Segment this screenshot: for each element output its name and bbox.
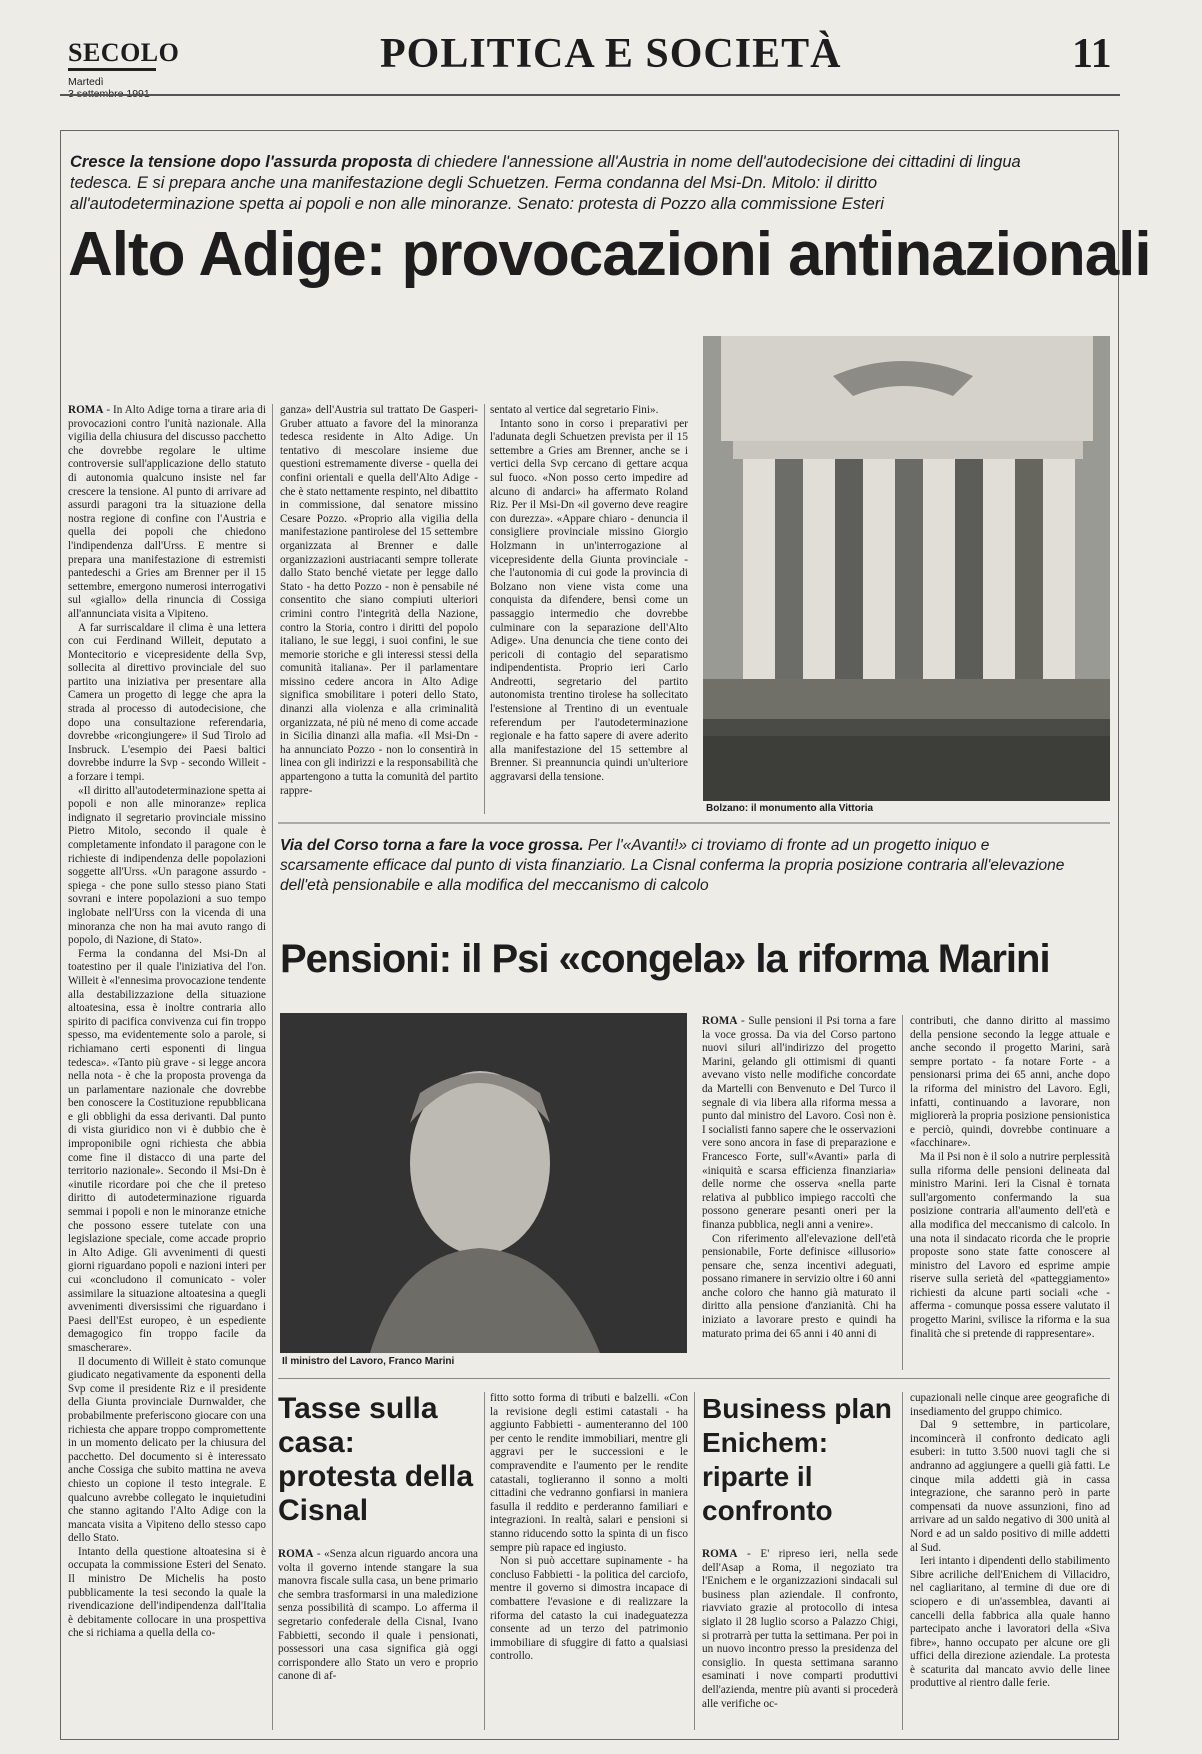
column-divider (694, 1392, 695, 1730)
paragraph: - E' ripreso ieri, nella sede dell'Asap a Roma, il negoziato tra l'Enichem e le organizzazioni sindacali sul business plan aziendale. Il confronto, riavviato grazie al protocollo di intesa siglato il 28 luglio scorso a Palazzo Chigi, si protrarrà per tutta la settimana. Per poi in un nuovo incontro presso la presidenza del consiglio. In questa settimana saranno esaminati i nove comparti produttivi dell'azienda, mentre più avanti si procederà alle verifiche oc- (702, 1548, 898, 1710)
paragraph: Intanto della questione altoatesina si è occupata la commissione Esteri del Senato. Il ministro De Michelis ha posto pubblicamente la tesi secondo la quale la rivendicazione dell'indipendenza dall'Italia è debitamente collocare in una prospettiva che si richiama a quella della co- (68, 1545, 266, 1640)
paragraph: cupazionali nelle cinque aree geografiche di insediamento del gruppo chimico. (910, 1392, 1110, 1418)
deck-lead: Via del Corso torna a fare la voce grossa. (280, 837, 584, 854)
article-tasse-column-1 (278, 1548, 478, 1730)
article-alto-adige-column-3 (490, 404, 688, 814)
article-enichem-column-2 (910, 1392, 1110, 1730)
section-title: POLITICA E SOCIETÀ (380, 31, 842, 77)
paragraph: Con riferimento all'elevazione dell'età pensionabile, Forte definisce «illusorio» pensare che, senza incentivi adeguati, possano rimanere in servizio oltre i 60 anni anche coloro che hanno già maturato il diritto alla pensione d'anzianità. Chi ha iniziato a lavorare presto e quindi ha maturato prima dei 65 anni i 40 anni di (702, 1232, 896, 1340)
paragraph: contributi, che danno diritto al massimo della pensione secondo la legge attuale e anche secondo il progetto Marini, sarà sempre portato - fa notare Forte - a pensionarsi prima dei 65 anni, anche dopo la riforma del ministro del Lavoro. Egli, infatti, continuando a lavorare, non migliorerà la propria posizione pensionistica e perciò, quindi, dovrebbe continuare a «facchinare». (910, 1015, 1110, 1150)
page-number: 11 (1072, 31, 1112, 77)
column-divider (902, 1392, 903, 1730)
paragraph: Ieri intanto i dipendenti dello stabilimento Sibre acriliche dell'Enichem di Villacidro, nel cagliaritano, al termine di due ore di sciopero e di un'assemblea, davanti ai cancelli della fabbrica alla quale hanno partecipato anche i lavoratori della «Siva fibre», hanno occupato per alcune ore gli uffici della direzione aziendale. La protesta è scaturita dal mancato avvio delle linee produttive al rientro dalle ferie. (910, 1555, 1110, 1690)
article-pensioni-column-2 (910, 1015, 1110, 1370)
column-divider (272, 404, 273, 1730)
logo-rule (68, 68, 156, 71)
paragraph: Non si può accettare supinamente - ha concluso Fabbietti - la politica del carciofo, mentre il governo si dimostra incapace di combattere l'evasione e di realizzare la riforma del catasto la cui inadeguatezza consente ad un terzo del patrimonio immobiliare di sfuggire di fatto a qualsiasi controllo. (490, 1555, 688, 1663)
issue-day: Martedì (68, 76, 104, 88)
article-enichem-column-1 (702, 1548, 898, 1730)
column-divider (484, 1392, 485, 1730)
monument-photo (703, 336, 1110, 801)
paragraph: - Sulle pensioni il Psi torna a fare la voce grossa. Da via del Corso partono nuovi siluri all'indirizzo del progetto Marini, gelando gli ottimismi di quanti avevano visto nelle modifiche concordate da Martelli con Benvenuto e Del Turco il segnale di via libera alla riforma messa a punto dal ministro del Lavoro. Così non è. I socialisti fanno sapere che le osservazioni vere sono ancora in fase di preparazione e Francesco Forte, sull'«Avanti» parla di «iniquità e scarsa efficienza finanziaria» delle norme che osserva «nella parte relativa al pubblico impiego raccoltì che possono generare pesanti oneri per la finanza pubblica, negli anni a venire». (702, 1015, 896, 1231)
column-divider (484, 404, 485, 814)
paragraph: Il documento di Willeit è stato comunque giudicato negativamente da esponenti della Svp come il presidente Riz e il presidente della Giunta provinciale Durnwalder, che probabilmente preferiscono giocare con una richiesta che appare troppo compromettente in un momento delicato per la chiusura del pacchetto. Del documento si è interessato anche Cossiga che subito mattina ne aveva chiesto un copione il testo integrale. E qualcuno avrebbe collegato le inquietudini che stanno agitando l'Alto Adige con la mancata visita a Vipiteno dello stesso capo dello Stato. (68, 1355, 266, 1545)
dateline: ROMA (702, 1548, 738, 1560)
paragraph: Ma il Psi non è il solo a nutrire perplessità sulla riforma delle pensioni delineata dal ministro Marini. Ieri la Cisnal è tornata sull'argomento confermando la sua posizione contraria all'aumento dell'età e alla modifica del meccanismo di calcolo. In una nota il sindacato ricorda che le proprie proposte sono state fatte conoscere al ministro del Lavoro ed esprime ampie riserve sulla serietà del «patteggiamento» richiesti da alcune parti sociali «che - afferma - comunque possa essere valutato il progetto Marini, svilisce la riforma e la sua finalità che si pretende di rappresentare». (910, 1150, 1110, 1340)
paragraph: sentato al vertice dal segretario Fini». (490, 404, 659, 416)
portrait-photo-caption: Il ministro del Lavoro, Franco Marini (282, 1356, 455, 1367)
paragraph: «Il diritto all'autodeterminazione spetta ai popoli e non alle minoranze» replica indignato il segretario provinciale missino Pietro Mitolo, secondo il quale è completamente infondato il paragone con le richieste di indipendenza delle popolazioni soggette all'Urss. «Un paragone assurdo - spiega - che pone sullo stesso piano Stati sovrani e intere popolazioni a suo tempo inglobate nell'Urss con la vicenda di una minoranza che non ha mai avuto rango di popolo, di Nazione, di Stato». (68, 784, 266, 947)
article-alto-adige-deck (70, 152, 1030, 215)
column-divider (902, 1015, 903, 1370)
dateline: ROMA (278, 1548, 314, 1560)
issue-date (68, 76, 188, 100)
monument-illustration (703, 336, 1110, 801)
paragraph: - In Alto Adige torna a tirare aria di provocazioni contro l'unità nazionale. Alla vigilia della chiusura del discusso pacchetto che dovrebbe regolare le ultime controversie sull'applicazione dello statuto di autonomia qualcuno insiste nel far crescere la tensione. Al punto di arrivare ad assurdi paragoni tra la situazione della nostra regione di confine con l'Austria e quella dei popoli che chiedono l'indipendenza dall'Urss. E mentre si prepara una manifestazione di estremisti pantedeschi a Gries am Brenner per il 15 settembre, emergono numerosi interrogativi sul «giallo» della rinuncia di Cossiga all'annunciata visita a Vipiteno. (68, 404, 266, 620)
portrait-illustration (280, 1013, 687, 1353)
paragraph: Dal 9 settembre, in particolare, incomincerà il confronto dedicato agli esuberi: in tutto 3.500 nuovi tagli che si andranno ad aggiungere a quelli già fatti. Le cinque mila addetti già in cassa integrazione, che saranno però in parte compensati da nuove assunzioni, fino ad arrivare ad un saldo negativo di 300 unità al Nord e ad un saldo positivo di mille addetti al Sud. (910, 1419, 1110, 1554)
paragraph: Intanto sono in corso i preparativi per l'adunata degli Schuetzen prevista per il 15 settembre a Gries am Brenner, anche se i vertici della Svp cercano di gettare acqua sul fuoco. «Non posso certo impedire ad alcuno di andarci» ha affermato Roland Riz. Per il Msi-Dn «il governo deve reagire con durezza». «Appare chiaro - denuncia il consigliere provinciale missino Giorgio Holzmann in un'interrogazione al vicepresidente della Giunta provinciale - che l'autonomia di cui gode la provincia di Bolzano non viene vista come una conquista da difendere, bensì come un passaggio intermedio che dovrebbe culminare con la separazione dell'Alto Adige». Una denuncia che tiene conto dei pericoli di contagio del separatismo indipendentista. Proprio ieri Carlo Andreotti, segretario del partito autonomista trentino tirolese ha sollecitato l'estensione al Trentino di un eventuale referendum per l'autodeterminazione regionale e ha fatto sapere di avere aderito alla manifestazione del 15 settembre al Brenner. Si preannuncia quindi un'ulteriore aggravarsi della tensione. (490, 417, 688, 784)
article-tasse-headline: Tasse sulla casa: protesta della Cisnal (278, 1392, 474, 1527)
paragraph: Ferma la condanna del Msi-Dn al toatestino per il quale l'iniziativa del l'on. Willeit è «l'ennesima provocazione tendente alla destabilizzazione della situazione altoatesina, essa è inoltre contraria allo spirito di pacifica convivenza cui fin troppo spesso, ma evidentemente solo a parole, si richiamano certi esponenti di lingua tedesca». «Tanto più grave - si legge ancora nella nota - è che la proposta provenga da un parlamentare nazionale che dovrebbe ben conoscere la Costituzione repubblicana e gli obblighi da essa derivanti. Dal punto di vista giuridico non vi è dubbio che è improponibile ogni richiesta che abbia come fine il distacco di una parte del territorio nazionale». Secondo il Msi-Dn è «inutile ricordare poi che che il preteso diritto di autodeterminazione riguarda semmai i popoli e non le minoranze etniche che possono essere tutelate con una legislazione speciale, come accade proprio in Alto Adige. Gli avvenimenti di questi giorni riguardano popoli e nazioni interi per cui «concludono il comunicato - voler assimilare la situazione altoatesina a quegli avvenimenti diversissimi che riguardano i Paesi dell'Est europeo, è un espediente demagogico fin troppo facile da smascherare». (68, 947, 266, 1354)
article-alto-adige-column-2 (280, 404, 478, 814)
article-tasse-column-2 (490, 1392, 688, 1730)
deck-rest: Per l'«Avanti!» ci troviamo di fronte ad un progetto iniquo e scarsamente efficace dal punto di vista finanziario. La Cisnal conferma la propria posizione contraria all'elevazione dell'età pensionabile e alla modifica del meccanismo di calcolo (280, 837, 1065, 894)
article-enichem-headline: Business plan Enichem: riparte il confronto (702, 1393, 892, 1526)
article-pensioni-column-1 (702, 1015, 896, 1370)
article-alto-adige-headline: Alto Adige: provocazioni antinazionali (68, 220, 1151, 289)
masthead-rule (60, 94, 1120, 96)
paragraph: A far surriscaldare il clima è una lettera con cui Ferdinand Willeit, deputato a Montecitorio e vicepresidente della Svp, sollecita al direttivo provinciale del suo partito una iniziativa per presentare alla Camera un progetto di legge che apra la strada al processo di autodecisione, che dopo una consultazione referendaria, dovrebbe «ricongiungere» il Sud Tirolo ad Insbruck. L'esempio dei Paesi baltici dovrebbe indurre la Svp - secondo Willeit - a forzare i tempi. (68, 621, 266, 784)
article-separator (278, 822, 1110, 824)
monument-photo-caption: Bolzano: il monumento alla Vittoria (706, 803, 874, 814)
article-pensioni-deck (280, 836, 1080, 896)
newspaper-logo: SECOLO (68, 38, 180, 67)
deck-lead: Cresce la tensione dopo l'assurda proposta (70, 153, 413, 171)
deck-rest: di chiedere l'annessione all'Austria in nome dell'autodecisione dei cittadini di lingua tedesca. E si prepara anche una manifestazione degli Schuetzen. Ferma condanna del Msi-Dn. Mitolo: il diritto all'autodeterminazione spetta ai popoli e non alle minoranze. Senato: protesta di Pozzo alla commissione Esteri (70, 153, 1021, 213)
article-separator (278, 1378, 1110, 1379)
paragraph: ganza» dell'Austria sul trattato De Gasperi-Gruber attuato a favore del la minoranza tedesca residente in Alto Adige. Un tentativo di mescolare insieme due questioni estremamente diverse - quella dei confini orientali e quella dell'Alto Adige - che è stato nettamente respinto, nel dibattito in commissione, dal senatore missino Cesare Pozzo. «Proprio alla vigilia della manifestazione pantirolese del 15 settembre organizzata al Brenner e dalle organizzazioni austriacanti sempre tollerate dallo Stato benché vietate per legge dallo Stato - ha detto Pozzo - non è pensabile né consentito che siano compiuti ulteriori crimini contro l'integrità della Nazione, contro la Storia, contro i diritti del popolo italiano, le sue leggi, i suoi confini, le sue memorie storiche e gli interessi stessi della comunità italiana». Per il parlamentare missino cedere ancora in Alto Adige significa smobilitare i poteri dello Stato, dinanzi alla violenza e alla criminalità organizzata, né più né meno di come accade in Sicilia dinanzi alla mafia. «Il Msi-Dn - ha annunciato Pozzo - non lo consentirà in linea con gli indirizzi e la responsabilità che appartengono a tutta la comunità del partito rappre- (280, 404, 478, 797)
paragraph: - «Senza alcun riguardo ancora una volta il governo intende stangare la sua manovra fiscale sulla casa, un bene primario che sembra trasformarsi in una maledizione senza possibilità di scampo. Lo afferma il segretario confederale della Cisnal, Ivano Fabbietti, secondo il quale i pensionati, possessori una casa significa già oggi corrispondere allo Stato un vero e proprio canone di af- (278, 1548, 478, 1683)
paragraph: fitto sotto forma di tributi e balzelli. «Con la revisione degli estimi catastali - ha aggiunto Fabbietti - aumenteranno del 100 per cento le rendite immobiliari, mentre gli aggravi per le successioni e le compravendite e l'aumento per le rendite catastali, toglieranno il sonno a molti cittadini che vedranno gonfiarsi in maniera fasulla il reddito e perderanno familiari e integrazioni. In realtà, salari e pensioni si stanno riducendo sotto la spinta di un fisco sempre più rapace ed ingiusto. (490, 1392, 688, 1554)
article-alto-adige-column-1 (68, 404, 266, 1730)
article-pensioni-headline: Pensioni: il Psi «congela» la riforma Marini (280, 937, 1050, 981)
portrait-photo (280, 1013, 687, 1353)
dateline: ROMA (702, 1015, 738, 1027)
dateline: ROMA (68, 404, 104, 416)
